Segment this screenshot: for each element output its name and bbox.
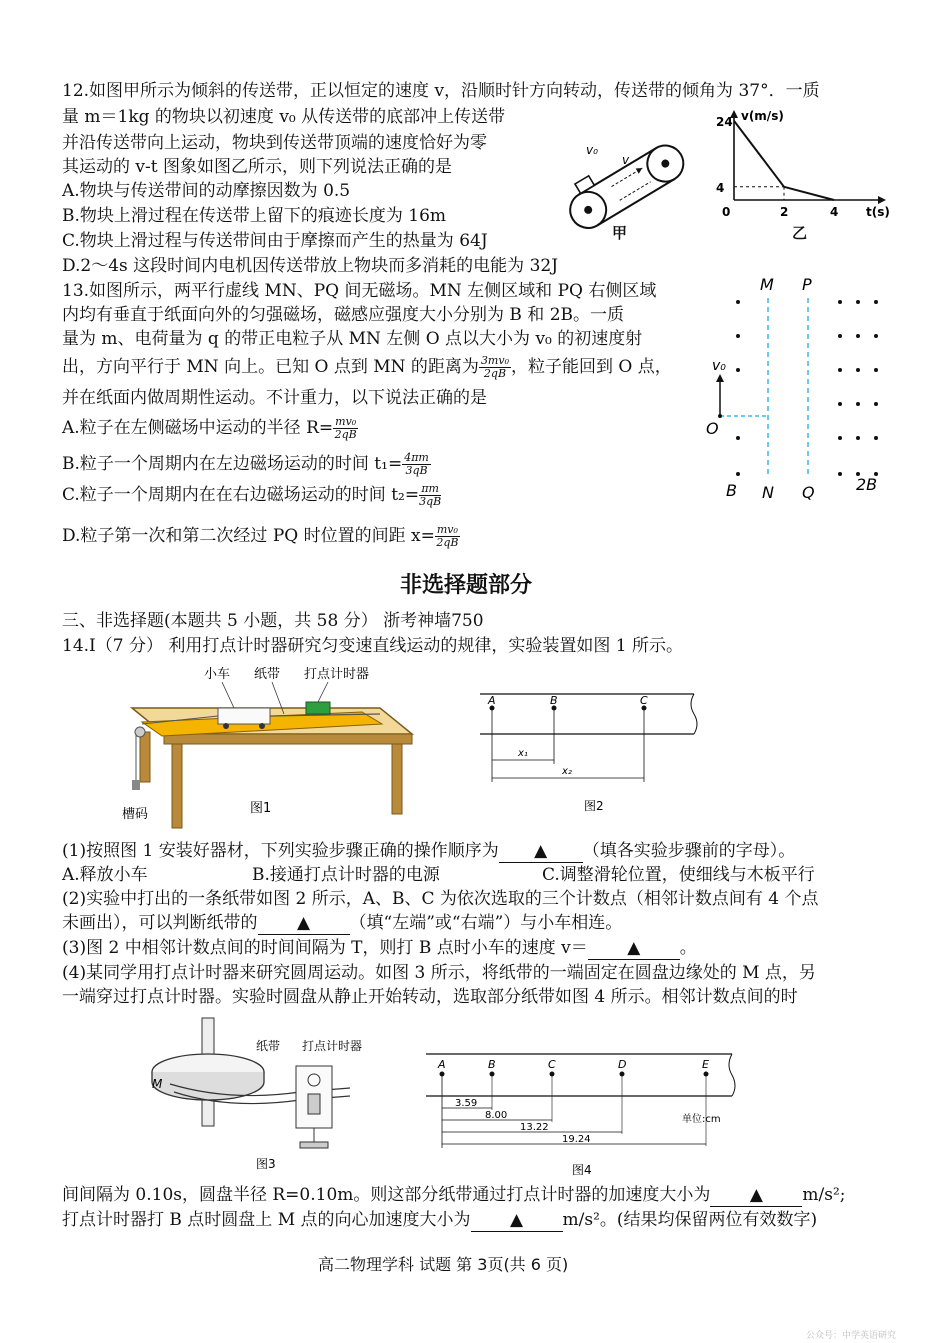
q12-option-d: D.2～4s 这段时间内电机因传送带放上物块而多消耗的电能为 32J (62, 256, 559, 276)
conveyor-v0-label: v₀ (586, 143, 598, 157)
q14-s4-unit-4: m/s²。(结果均保留两位有效数字) (562, 1210, 818, 1230)
q13-a-text: A.粒子在左侧磁场中运动的半径 R= (62, 418, 334, 438)
answer-blank-4[interactable]: ▲ (710, 1184, 802, 1207)
q14-heading: 14.Ⅰ（7 分） 利用打点计时器研究匀变速直线运动的规律，实验装置如图 1 所示。 (62, 636, 683, 656)
q13-b-text: B.粒子一个周期内在左边磁场运动的时间 t₁= (62, 454, 403, 474)
fig3-timer-label: 打点计时器 (302, 1039, 363, 1053)
point-o (718, 414, 722, 418)
section-title: 非选择题部分 (400, 573, 533, 598)
q13-distance-fraction (479, 355, 511, 380)
vt-series-segment (784, 187, 834, 200)
q13-a-fraction (333, 416, 358, 441)
q14-s3 (62, 937, 697, 960)
vt-x-tick: 2 (780, 205, 789, 219)
label-m: M (760, 275, 774, 294)
part-three-heading: 三、非选择题(本题共 5 小题，共 58 分） 浙考神墙750 (62, 611, 484, 631)
figure-1-apparatus (112, 662, 422, 830)
q14-opt-c: C.调整滑轮位置，使细线与木板平行 (542, 865, 815, 885)
tape4-distance-label: 8.00 (485, 1110, 508, 1121)
q14-s1-tail: （填各实验步骤前的字母）。 (582, 841, 796, 861)
table-leg (140, 732, 150, 782)
q14-s1 (62, 840, 795, 863)
q14-s2-tail: （填“左端”或“右端”）与小车相连。 (349, 913, 623, 933)
tape-end (691, 694, 697, 734)
vt-graph (710, 104, 900, 234)
q12-option-a: A.物块与传送带间的动摩擦因数为 0.5 (62, 181, 351, 201)
fig1-car-label: 小车 (204, 667, 231, 682)
q13-line-4b: ，粒子能回到 O 点， (511, 357, 672, 377)
label-2b: 2B (856, 475, 878, 494)
q12-line-2: 量 m＝1kg 的物块以初速度 v₀ 从传送带的底部冲上传送带 (62, 107, 506, 127)
q13-c-fraction (419, 483, 441, 508)
cart-wheel (223, 723, 229, 729)
q12-line-3: 并沿传送带向上运动，物块到传送带顶端的速度恰好为零 (62, 133, 487, 153)
q14-s4-unit-3: m/s²; (802, 1185, 846, 1205)
answer-blank-5[interactable]: ▲ (471, 1209, 563, 1232)
q13-line-4 (62, 355, 672, 380)
q13-option-b (62, 452, 431, 477)
watermark: 公众号：中学英语研究 (806, 1331, 897, 1341)
frac-num: mv₀ (335, 415, 357, 428)
vt-origin: 0 (722, 205, 731, 219)
frac-num: mv₀ (436, 523, 458, 536)
q13-option-c (62, 483, 441, 508)
q14-s3-text: (3)图 2 中相邻计数点间的时间间隔为 T，则打 B 点时小车的速度 v＝ (62, 938, 588, 958)
q13-option-a (62, 416, 358, 441)
q14-s4-text-3: 间间隔为 0.10s，圆盘半径 R=0.10m。则这部分纸带通过打点计时器的加速度大小为 (62, 1185, 711, 1205)
q14-s1-text: (1)按照图 1 安装好器材，下列实验步骤正确的操作顺序为 (62, 841, 499, 861)
vt-x-arrow (878, 196, 886, 204)
fig2-c: C (640, 694, 648, 707)
answer-blank-3[interactable]: ▲ (588, 937, 680, 960)
cart (218, 708, 270, 724)
q13-c-text: C.粒子一个周期内在在右边磁场运动的时间 t₂= (62, 485, 420, 505)
label-b: B (726, 481, 737, 500)
q14-opt-b: B.接通打点计时器的电源 (252, 865, 440, 885)
q13-line-1: 13.如图所示，两平行虚线 MN、PQ 间无磁场。MN 左侧区域和 PQ 右侧区域 (62, 281, 657, 301)
frac-den: 2qB (483, 367, 507, 380)
q14-s4-line-2: 一端穿过打点计时器。实验时圆盘从静止开始转动，选取部分纸带如图 4 所示。相邻计数点间的时 (62, 987, 798, 1007)
fig1-weight-label: 槽码 (122, 807, 149, 822)
frac-den: 3qB (405, 464, 428, 477)
label-o: O (706, 419, 719, 438)
figure-2-tape (476, 684, 702, 816)
cart-wheel (259, 723, 265, 729)
label-q: Q (802, 483, 815, 502)
fig1-tape-label: 纸带 (254, 667, 281, 682)
vt-ylabel: v(m/s) (741, 109, 784, 123)
answer-blank-1[interactable]: ▲ (499, 840, 583, 863)
fig1-caption: 图1 (250, 801, 272, 816)
vt-y-tick: 24 (716, 114, 733, 129)
timer (306, 702, 330, 714)
vt-series-segment (734, 121, 784, 187)
q14-s2-line-1: (2)实验中打出的一条纸带如图 2 所示，A、B、C 为依次选取的三个计数点（相邻计数点间有 4 个点 (62, 889, 819, 909)
vt-y-tick: 4 (716, 180, 725, 195)
q12-line-1: 12.如图甲所示为倾斜的传送带，正以恒定的速度 v，沿顺时针方向转动，传送带的倾角为 37°．一质 (62, 81, 820, 101)
fig2-a: A (488, 694, 496, 707)
q13-line-5: 并在纸面内做周期性运动。不计重力，以下说法正确的是 (62, 388, 487, 408)
q13-line-4a: 出，方向平行于 MN 向上。已知 O 点到 MN 的距离为 (62, 357, 479, 377)
q12-line-4: 其运动的 v-t 图象如图乙所示，则下列说法正确的是 (62, 157, 452, 177)
fig-yi-label: 乙 (792, 224, 808, 242)
label-v0: v₀ (712, 358, 726, 374)
tape4-label-b: B (488, 1058, 496, 1071)
q14-s4-text-4: 打点计时器打 B 点时圆盘上 M 点的向心加速度大小为 (62, 1210, 471, 1230)
table-edge (164, 734, 412, 744)
label-p: P (802, 275, 812, 294)
vt-x-tick: 4 (830, 205, 839, 219)
fig3-tape-label: 纸带 (256, 1039, 281, 1053)
hook-weight (132, 780, 140, 790)
label-n: N (762, 483, 774, 502)
fig2-x2: x₂ (562, 766, 572, 777)
frac-num: πm (419, 483, 441, 496)
answer-blank-2[interactable]: ▲ (258, 912, 350, 935)
table-leg (392, 744, 402, 814)
q14-s2-text: 未画出），可以判断纸带的 (62, 913, 258, 933)
q14-s3-tail: 。 (679, 938, 697, 958)
conveyor-v-label: v (622, 153, 630, 167)
frac-den: 3qB (419, 495, 442, 508)
fig2-caption: 图2 (584, 799, 604, 813)
q13-b-fraction (402, 452, 431, 477)
fig4-unit: 单位:cm (682, 1114, 721, 1125)
q14-s4-line-4 (62, 1209, 817, 1232)
frac-num: 3mv₀ (480, 354, 509, 367)
tape4-label-e: E (702, 1058, 709, 1071)
fig1-timer-label: 打点计时器 (304, 667, 370, 682)
fig-jia-label: 甲 (612, 224, 628, 242)
fig2-b: B (550, 694, 558, 707)
table-leg (172, 744, 182, 828)
tape4-distance-label: 3.59 (455, 1098, 478, 1109)
left-field-dots (736, 300, 740, 476)
q13-option-d (62, 524, 460, 549)
frac-num: 4πm (404, 451, 429, 464)
q14-s2-line-2 (62, 912, 622, 935)
fig2-x1: x₁ (518, 748, 528, 759)
q14-opt-a: A.释放小车 (62, 865, 148, 885)
q13-line-2: 内均有垂直于纸面向外的匀强磁场，磁感应强度大小分别为 B 和 2B。一质 (62, 305, 625, 325)
q13-d-text: D.粒子第一次和第二次经过 PQ 时位置的间距 x= (62, 526, 435, 546)
tape4-label-c: C (548, 1058, 556, 1071)
page-footer: 高二物理学科 试题 第 3页(共 6 页) (318, 1255, 569, 1274)
fig4-caption: 图4 (572, 1163, 592, 1177)
frac-den: 2qB (334, 428, 357, 441)
vt-xlabel: t(s) (866, 205, 890, 219)
tape4-label-a: A (438, 1058, 446, 1071)
figure-4-tape (420, 1050, 740, 1178)
tape4-label-d: D (618, 1058, 627, 1071)
tape4-distance-label: 13.22 (520, 1122, 549, 1133)
q12-option-c: C.物块上滑过程与传送带间由于摩擦而产生的热量为 64J (62, 231, 488, 251)
frac-den: 2qB (436, 536, 459, 549)
q12-option-b: B.物块上滑过程在传送带上留下的痕迹长度为 16m (62, 206, 447, 226)
fig3-m: M (152, 1077, 163, 1091)
q14-s4-line-1: (4)某同学用打点计时器来研究圆周运动。如图 3 所示，将纸带的一端固定在圆盘边缘处的 M 点，另 (62, 963, 816, 983)
v0-arrow-head (716, 374, 724, 382)
fig3-caption: 图3 (256, 1157, 276, 1171)
q14-s4-line-3 (62, 1184, 846, 1207)
right-field-dots (838, 300, 878, 476)
figure-3-disk (150, 1012, 390, 1172)
tape4-distance-label: 19.24 (562, 1134, 591, 1145)
magnetic-field-figure (700, 272, 900, 508)
q13-d-fraction (435, 524, 460, 549)
q13-line-3: 量为 m、电荷量为 q 的带正电粒子从 MN 左侧 O 点以大小为 v₀ 的初速度射 (62, 329, 643, 349)
